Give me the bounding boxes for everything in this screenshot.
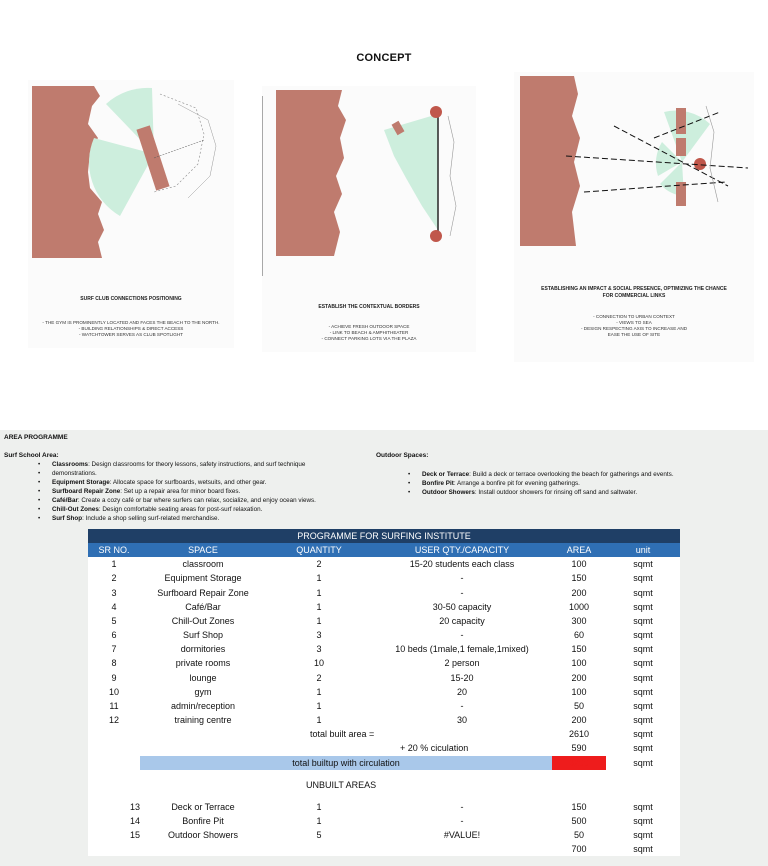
table-row xyxy=(88,713,680,727)
unit-cell: sqmt xyxy=(633,672,653,683)
table-row xyxy=(88,800,680,814)
area-cell: 100 xyxy=(571,686,587,697)
plaza-area xyxy=(384,114,438,230)
space-cell: private rooms xyxy=(175,658,231,669)
axis xyxy=(584,182,726,192)
sr-no-cell: 12 xyxy=(108,715,119,726)
sr-no-cell: 14 xyxy=(129,815,140,826)
panel-1-note: - WATCHTOWER SERVES AS CLUB SPOTLIGHT xyxy=(79,332,183,337)
concept-panel-1 xyxy=(28,80,234,348)
space-cell: lounge xyxy=(189,672,217,683)
panel-2-note: - LINK TO BEACH & AMPHITHEATER xyxy=(329,330,409,335)
panel-3-heading: ESTABLISHING AN IMPACT & SOCIAL PRESENCE, OPTIMIZING THE CHANCE xyxy=(541,286,727,292)
list-item: • Equipment Storage: Allocate space for surfboards, wetsuits, and other gear. xyxy=(52,478,432,487)
space-cell: Equipment Storage xyxy=(164,573,242,584)
capacity-cell: 15-20 students each class xyxy=(409,559,515,570)
capacity-cell: - xyxy=(460,630,464,641)
block xyxy=(676,108,686,134)
grand-total-row xyxy=(88,756,680,770)
sr-no-cell: 8 xyxy=(111,658,117,669)
area-cell: 200 xyxy=(571,587,587,598)
list-item: • Deck or Terrace: Build a deck or terrace overlooking the beach for gatherings and events. xyxy=(422,470,768,479)
surf-school-list xyxy=(0,460,432,523)
circulation-unit: sqmt xyxy=(633,743,653,754)
land-mass xyxy=(276,90,346,256)
col-header: QUANTITY xyxy=(266,543,372,557)
col-header: SPACE xyxy=(140,543,266,557)
space-cell: Surfboard Repair Zone xyxy=(157,587,249,598)
unit-cell: sqmt xyxy=(633,715,653,726)
capacity-cell: 10 beds (1male,1 female,1mixed) xyxy=(395,644,529,655)
area-programme-heading: AREA PROGRAMME xyxy=(4,434,68,441)
list-item: • Outdoor Showers: Install outdoor showers for rinsing off sand and saltwater. xyxy=(422,488,768,497)
capacity-cell: 15-20 xyxy=(450,672,474,683)
panel-3-note: - DESIGN RESPECTING AXIS TO INCREASE AND xyxy=(580,326,688,331)
concept-title: CONCEPT xyxy=(356,52,412,64)
panel-3-heading: FOR COMMERCIAL LINKS xyxy=(602,293,666,299)
quantity-cell: 1 xyxy=(316,715,322,726)
site-diagram-3 xyxy=(514,72,754,262)
unit-cell: sqmt xyxy=(633,615,653,626)
table-row xyxy=(88,600,680,614)
unbuilt-heading: UNBUILT AREAS xyxy=(306,779,377,790)
sr-no-cell: 6 xyxy=(111,630,117,641)
sr-no-cell: 1 xyxy=(111,559,117,570)
col-header: AREA xyxy=(552,543,606,557)
area-programme-section xyxy=(0,430,768,866)
panel-2-heading: ESTABLISH THE CONTEXTUAL BORDERS xyxy=(318,304,420,310)
area-cell: 100 xyxy=(571,658,587,669)
outdoor-list xyxy=(370,470,768,497)
quantity-cell: 2 xyxy=(316,672,322,683)
panel-1-note: - BUILDING RELATIONSHIPS & DIRECT ACCESS xyxy=(78,326,184,331)
quantity-cell: 5 xyxy=(316,830,322,841)
space-cell: Deck or Terrace xyxy=(171,801,235,812)
sr-no-cell: 4 xyxy=(111,601,117,612)
sr-no-cell: 11 xyxy=(109,700,119,711)
panel-2-note: - ACHIEVE FRESH OUTDOOR SPACE xyxy=(328,324,410,329)
unit-cell: sqmt xyxy=(633,700,653,711)
table-row xyxy=(88,699,680,713)
unit-cell: sqmt xyxy=(633,630,653,641)
capacity-cell: - xyxy=(460,815,464,826)
space-cell: dormitories xyxy=(180,644,226,655)
area-cell: 50 xyxy=(573,700,584,711)
site-diagram-2 xyxy=(262,86,476,276)
area-cell: 50 xyxy=(573,830,584,841)
quantity-cell: 3 xyxy=(316,630,322,641)
table-row xyxy=(88,814,680,828)
table-row xyxy=(88,656,680,670)
unbuilt-total-unit: sqmt xyxy=(633,844,653,855)
circulation-label: + 20 % ciculation xyxy=(400,743,469,754)
quantity-cell: 1 xyxy=(316,601,322,612)
space-cell: Café/Bar xyxy=(185,601,221,612)
list-item: • Surf Shop: Include a shop selling surf-related merchandise. xyxy=(52,514,432,523)
total-row xyxy=(88,727,680,741)
space-cell: Surf Shop xyxy=(182,630,224,641)
area-cell: 150 xyxy=(571,644,587,655)
col-header: SR NO. xyxy=(88,543,140,557)
panel-3-note: - VIEWS TO SEA xyxy=(616,320,652,325)
sr-no-cell: 15 xyxy=(129,830,140,841)
capacity-cell: - xyxy=(460,700,464,711)
unit-cell: sqmt xyxy=(633,601,653,612)
block xyxy=(676,138,686,156)
grand-total-label: total builtup with circulation xyxy=(140,756,552,770)
space-cell: admin/reception xyxy=(170,700,236,711)
total-label: total built area = xyxy=(310,729,375,740)
circulation-row xyxy=(88,741,680,755)
capacity-cell: - xyxy=(460,801,464,812)
col-header: USER QTY./CAPACITY xyxy=(372,543,552,557)
concept-panel-3 xyxy=(514,72,754,362)
quantity-cell: 1 xyxy=(316,573,322,584)
list-item: • Chill-Out Zones: Design comfortable seating areas for post-surf relaxation. xyxy=(52,505,432,514)
node-top xyxy=(430,106,442,118)
space-cell: Chill-Out Zones xyxy=(171,615,235,626)
quantity-cell: 1 xyxy=(316,587,322,598)
quantity-cell: 1 xyxy=(316,815,322,826)
unit-cell: sqmt xyxy=(633,644,653,655)
area-cell: 150 xyxy=(571,573,587,584)
table-row xyxy=(88,685,680,699)
capacity-cell: 20 xyxy=(456,686,467,697)
unbuilt-total-row xyxy=(88,842,680,856)
capacity-cell: 30-50 capacity xyxy=(432,601,492,612)
sr-no-cell: 7 xyxy=(111,644,117,655)
quantity-cell: 10 xyxy=(313,658,324,669)
panel-1-heading: SURF CLUB CONNECTIONS POSITIONING xyxy=(80,296,182,302)
outdoor-label: Outdoor Spaces: xyxy=(376,452,429,459)
area-cell: 500 xyxy=(571,815,587,826)
area-cell: 1000 xyxy=(568,601,590,612)
capacity-cell: #VALUE! xyxy=(443,830,481,841)
space-cell: Outdoor Showers xyxy=(167,830,239,841)
sr-no-cell: 13 xyxy=(129,801,140,812)
area-cell: 300 xyxy=(571,615,587,626)
table-title: PROGRAMME FOR SURFING INSTITUTE xyxy=(88,529,680,543)
total-unit: sqmt xyxy=(633,729,653,740)
unit-cell: sqmt xyxy=(633,830,653,841)
col-header: unit xyxy=(606,543,680,557)
unbuilt-heading-row xyxy=(88,778,680,792)
quantity-cell: 1 xyxy=(316,801,322,812)
circulation-value: 590 xyxy=(571,743,587,754)
space-cell: training centre xyxy=(174,715,232,726)
programme-table xyxy=(88,529,680,856)
quantity-cell: 3 xyxy=(316,644,322,655)
quantity-cell: 2 xyxy=(316,559,322,570)
panel-3-note: - CONNECTION TO URBAN CONTEXT xyxy=(593,314,675,319)
unbuilt-total-value: 700 xyxy=(571,844,587,855)
panel-3-note: EASE THE USE OF SITE xyxy=(607,332,661,337)
unit-cell: sqmt xyxy=(633,559,653,570)
unit-cell: sqmt xyxy=(633,686,653,697)
area-cell: 200 xyxy=(571,715,587,726)
capacity-cell: - xyxy=(460,573,464,584)
sr-no-cell: 10 xyxy=(108,686,119,697)
quantity-cell: 1 xyxy=(316,686,322,697)
panel-2-note: - CONNECT PARKING LOTS VIA THE PLAZA xyxy=(321,336,417,341)
area-cell: 100 xyxy=(571,559,587,570)
concept-panel-2 xyxy=(262,86,476,352)
table-row xyxy=(88,614,680,628)
area-cell: 200 xyxy=(571,672,587,683)
area-cell: 150 xyxy=(571,801,587,812)
table-row xyxy=(88,557,680,571)
list-item: • demonstrations. xyxy=(52,469,432,478)
land-mass xyxy=(520,76,580,246)
node-center xyxy=(694,158,706,170)
unit-cell: sqmt xyxy=(633,801,653,812)
table-row xyxy=(88,642,680,656)
quantity-cell: 1 xyxy=(316,615,322,626)
unit-cell: sqmt xyxy=(633,658,653,669)
table-row xyxy=(88,571,680,585)
site-diagram-1 xyxy=(28,80,234,270)
quantity-cell: 1 xyxy=(316,700,322,711)
space-cell: gym xyxy=(194,686,212,697)
sr-no-cell: 2 xyxy=(111,573,117,584)
grand-total-value: 3200 xyxy=(552,756,606,770)
total-value: 2610 xyxy=(568,729,590,740)
unit-cell: sqmt xyxy=(633,815,653,826)
sr-no-cell: 5 xyxy=(111,615,117,626)
space-cell: classroom xyxy=(182,559,224,570)
unit-cell: sqmt xyxy=(633,587,653,598)
table-row xyxy=(88,628,680,642)
capacity-cell: 20 capacity xyxy=(439,615,485,626)
capacity-cell: 30 xyxy=(456,715,467,726)
grand-total-unit: sqmt xyxy=(633,757,653,768)
sr-no-cell: 9 xyxy=(111,672,117,683)
list-item: • Bonfire Pit: Arrange a bonfire pit for evening gatherings. xyxy=(422,479,768,488)
table-row xyxy=(88,671,680,685)
list-item: • Café/Bar: Create a cozy café or bar where surfers can relax, socialize, and enjoy ocean views. xyxy=(52,496,432,505)
sr-no-cell: 3 xyxy=(111,587,117,598)
list-item: • Surfboard Repair Zone: Set up a repair area for minor board fixes. xyxy=(52,487,432,496)
panel-1-note: - THE GYM IS PROMINENTLY LOCATED AND FACES THE BEACH TO THE NORTH. xyxy=(42,320,220,325)
area-cell: 60 xyxy=(573,630,584,641)
surf-school-label: Surf School Area: xyxy=(4,452,59,459)
table-header-row xyxy=(88,543,680,557)
capacity-cell: - xyxy=(460,587,464,598)
programme-table-wrap xyxy=(88,529,680,856)
capacity-cell: 2 person xyxy=(444,658,480,669)
node-bottom xyxy=(430,230,442,242)
table-row xyxy=(88,828,680,842)
unit-cell: sqmt xyxy=(633,573,653,584)
table-row xyxy=(88,586,680,600)
list-item: • Classrooms: Design classrooms for theory lessons, safety instructions, and surf technique xyxy=(52,460,432,469)
space-cell: Bonfire Pit xyxy=(182,815,224,826)
